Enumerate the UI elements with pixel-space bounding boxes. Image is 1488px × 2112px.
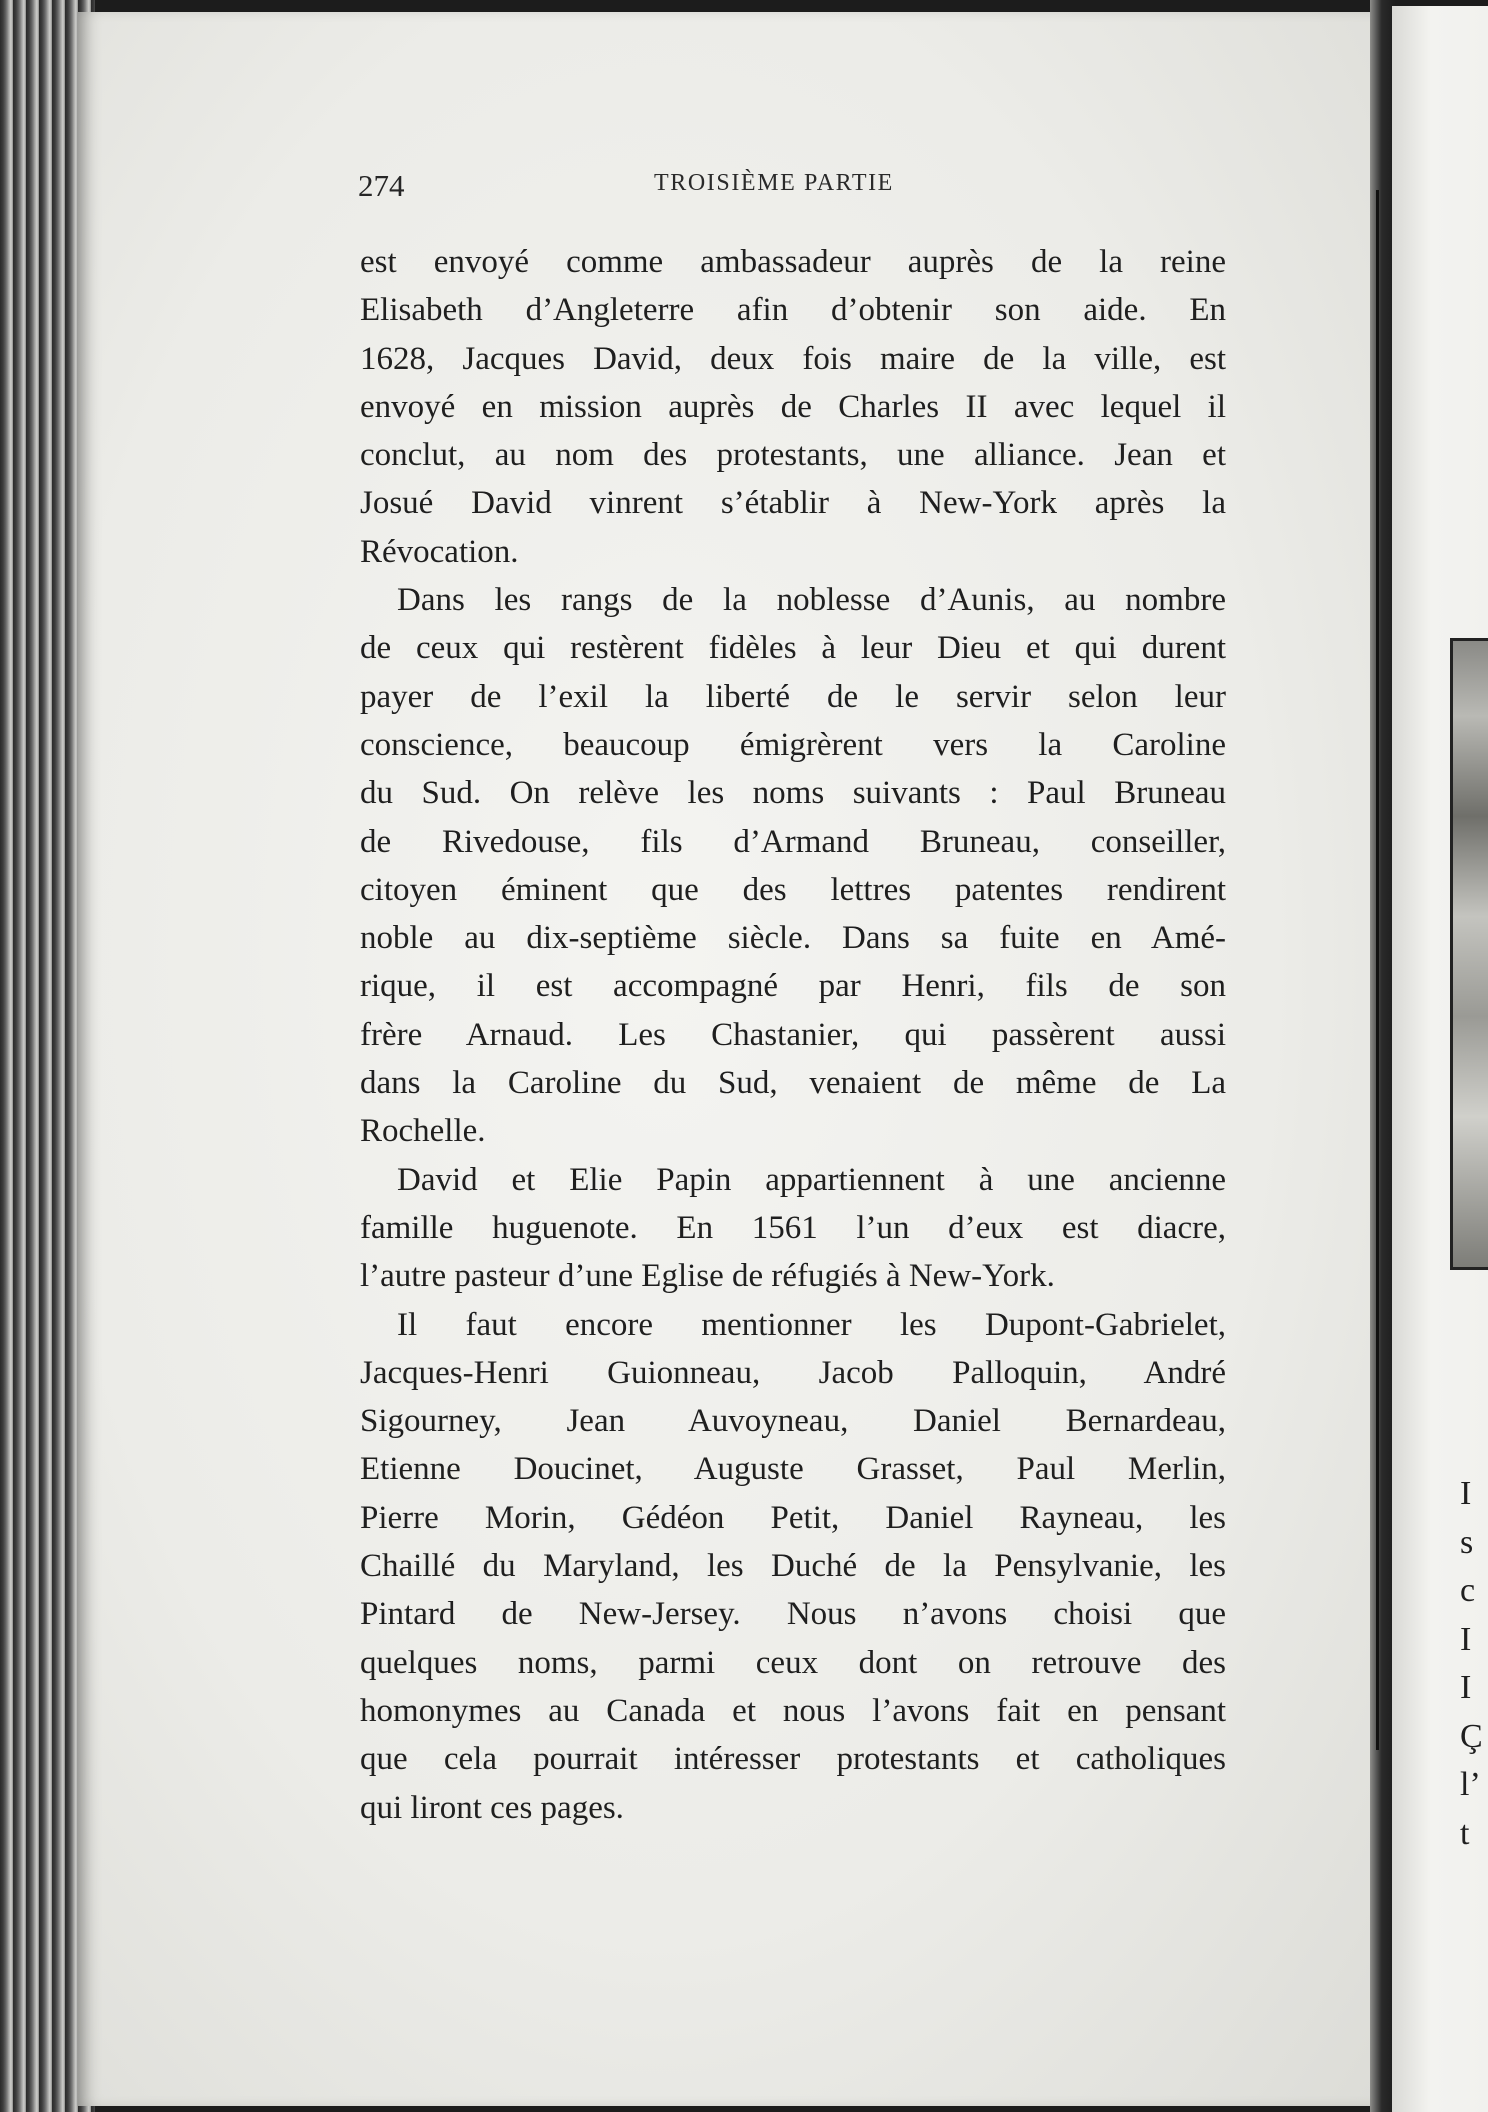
- facing-page-photo: [1450, 638, 1488, 1270]
- text-line: David et Elie Papin appartiennent à une ancienne: [397, 1161, 1226, 1198]
- paragraph: [360, 576, 1226, 1156]
- text-line: est envoyé comme ambassadeur auprès de la reine: [360, 244, 1226, 280]
- facing-page-glyph: I: [1460, 1620, 1472, 1658]
- text-line: quelques noms, parmi ceux dont on retrouve des: [360, 1644, 1226, 1681]
- text-line: Pierre Morin, Gédéon Petit, Daniel Rayneau, les: [360, 1499, 1226, 1536]
- text-line: frère Arnaud. Les Chastanier, qui passèrent aussi: [360, 1016, 1226, 1053]
- text-line: du Sud. On relève les noms suivants : Paul Bruneau: [360, 775, 1226, 812]
- text-line: de Rivedouse, fils d’Armand Bruneau, conseiller,: [360, 823, 1226, 860]
- text-line: Pintard de New-Jersey. Nous n’avons choisi que: [360, 1596, 1226, 1633]
- text-line: que cela pourrait intéresser protestants et catholiques: [360, 1741, 1226, 1778]
- text-line: 1628, Jacques David, deux fois maire de la ville, est: [360, 340, 1226, 377]
- text-line: homonymes au Canada et nous l’avons fait en pensant: [360, 1692, 1226, 1729]
- facing-page-glyph: s: [1460, 1523, 1474, 1561]
- facing-page-text: [1460, 1470, 1488, 1858]
- text-line: Sigourney, Jean Auvoyneau, Daniel Bernardeau,: [360, 1403, 1226, 1440]
- text-line: envoyé en mission auprès de Charles II avec lequel il: [360, 388, 1226, 425]
- page-divider: [1376, 190, 1379, 1750]
- text-line: conscience, beaucoup émigrèrent vers la Caroline: [360, 726, 1226, 763]
- text-line: de ceux qui restèrent fidèles à leur Dieu et qui durent: [360, 630, 1226, 667]
- text-line: Rochelle.: [360, 1113, 486, 1150]
- text-line: Elisabeth d’Angleterre afin d’obtenir son aide. En: [360, 292, 1226, 329]
- text-line: Etienne Doucinet, Auguste Grasset, Paul Merlin,: [360, 1451, 1226, 1488]
- text-line: l’autre pasteur d’une Eglise de réfugiés à New-York.: [360, 1258, 1055, 1295]
- facing-page-glyph: I: [1460, 1669, 1472, 1706]
- text-line: rique, il est accompagné par Henri, fils de son: [360, 968, 1226, 1005]
- facing-page-glyph: c: [1460, 1572, 1476, 1609]
- text-line: Josué David vinrent s’établir à New-York après la: [360, 485, 1226, 522]
- text-line: qui liront ces pages.: [360, 1789, 624, 1826]
- text-line: famille huguenote. En 1561 l’un d’eux est diacre,: [360, 1209, 1226, 1246]
- text-line: Il faut encore mentionner les Dupont-Gabrielet,: [397, 1306, 1226, 1343]
- facing-page-glyph: t: [1460, 1814, 1470, 1852]
- paragraph: [360, 238, 1226, 576]
- text-line: citoyen éminent que des lettres patentes rendirent: [360, 871, 1226, 908]
- facing-page-glyph: Ç: [1460, 1717, 1483, 1755]
- paragraph: [360, 1301, 1226, 1832]
- text-line: conclut, au nom des protestants, une alliance. Jean et: [360, 437, 1226, 474]
- text-line: noble au dix-septième siècle. Dans sa fuite en Amé-: [360, 920, 1226, 957]
- text-line: Dans les rangs de la noblesse d’Aunis, au nombre: [397, 582, 1226, 619]
- running-head: TROISIÈME PARTIE: [654, 170, 894, 196]
- facing-page-glyph: l’: [1460, 1766, 1481, 1803]
- text-line: dans la Caroline du Sud, venaient de même de La: [360, 1065, 1226, 1102]
- body-text: [360, 238, 1226, 1832]
- text-line: Jacques-Henri Guionneau, Jacob Palloquin, André: [360, 1354, 1226, 1391]
- text-line: Chaillé du Maryland, les Duché de la Pensylvanie, les: [360, 1548, 1226, 1585]
- facing-page-glyph: I: [1460, 1475, 1472, 1512]
- text-line: Révocation.: [360, 533, 519, 570]
- text-line: payer de l’exil la liberté de le servir selon leur: [360, 678, 1226, 715]
- page-number: 274: [358, 168, 405, 203]
- paragraph: [360, 1156, 1226, 1301]
